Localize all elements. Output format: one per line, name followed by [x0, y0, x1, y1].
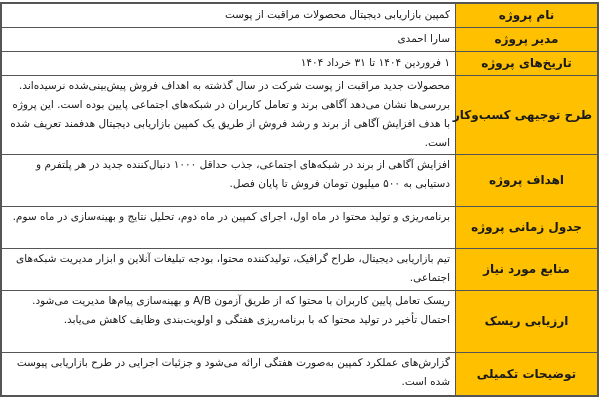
value-risk-assessment: ریسک تعامل پایین کاربران با محتوا که از طریق آزمون A/B و بهینه‌سازی پیام‌ها مدیریت می‌شود. احتمال تأخیر در تولید محتوا که با برنامه‌ریزی هفتگی و اولویت‌بندی وظایف کاهش می‌یابد. — [1, 290, 456, 352]
label-project-goals: اهداف پروژه — [456, 154, 599, 206]
row-project-goals — [1, 154, 598, 206]
label-risk-assessment: ارزیابی ریسک — [456, 290, 599, 352]
row-project-dates — [1, 51, 598, 75]
value-project-dates: ۱ فروردین ۱۴۰۴ تا ۳۱ خرداد ۱۴۰۴ — [1, 51, 456, 75]
label-project-name: نام پروژه — [456, 3, 599, 27]
row-required-resources — [1, 248, 598, 290]
row-business-case — [1, 75, 598, 154]
value-project-timeline: برنامه‌ریزی و تولید محتوا در ماه اول، اجرای کمپین در ماه دوم، تحلیل نتایج و بهینه‌سازی در ماه سوم. — [1, 206, 456, 248]
value-business-case: محصولات جدید مراقبت از پوست شرکت در سال گذشته به اهداف فروش پیش‌بینی‌شده نرسیده‌اند. بررسی‌ها نشان می‌دهد آگاهی برند و تعامل کاربران در شبکه‌های اجتماعی پایین بوده است. این پروژه با هدف افزایش آگاهی از برند و رشد فروش از طریق یک کمپین بازاریابی دیجیتال هدفمند تعریف شده است. — [1, 75, 456, 154]
label-required-resources: منابع مورد نیاز — [456, 248, 599, 290]
label-additional-notes: توضیحات تکمیلی — [456, 352, 599, 396]
value-additional-notes: گزارش‌های عملکرد کمپین به‌صورت هفتگی ارائه می‌شود و جزئیات اجرایی در طرح بازاریابی پیوست شده است. — [1, 352, 456, 396]
value-project-goals: افزایش آگاهی از برند در شبکه‌های اجتماعی، جذب حداقل ۱۰۰۰ دنبال‌کننده جدید در هر پلتفرم و دستیابی به ۵۰۰ میلیون تومان فروش تا پایان فصل. — [1, 154, 456, 206]
value-project-name: کمپین بازاریابی دیجیتال محصولات مراقبت از پوست — [1, 3, 456, 27]
row-project-timeline — [1, 206, 598, 248]
row-project-manager — [1, 27, 598, 51]
value-required-resources: تیم بازاریابی دیجیتال، طراح گرافیک، تولیدکننده محتوا، بودجه تبلیغات آنلاین و ابزار مدیریت شبکه‌های اجتماعی. — [1, 248, 456, 290]
label-business-case: طرح توجیهی کسب‌وکار — [456, 75, 599, 154]
project-charter-table — [0, 2, 599, 397]
label-project-timeline: جدول زمانی پروژه — [456, 206, 599, 248]
row-project-name — [1, 3, 598, 27]
row-risk-assessment — [1, 290, 598, 352]
label-project-dates: تاریخ‌های پروژه — [456, 51, 599, 75]
value-project-manager: سارا احمدی — [1, 27, 456, 51]
row-additional-notes — [1, 352, 598, 396]
label-project-manager: مدیر پروژه — [456, 27, 599, 51]
